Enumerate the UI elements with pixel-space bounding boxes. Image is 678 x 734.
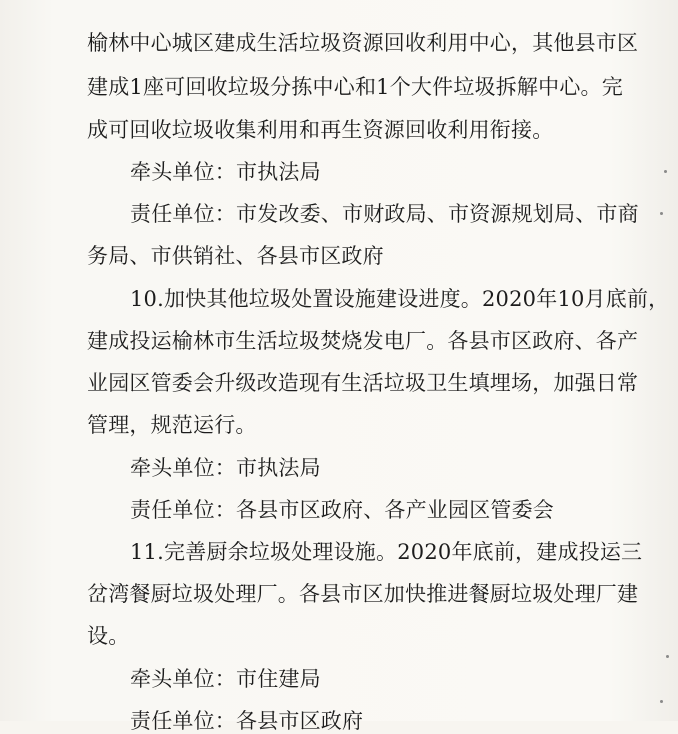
text-line-1: 榆林中心城区建成生活垃圾资源回收利用中心，其他县市区: [87, 31, 639, 55]
text-line-14: 岔湾餐厨垃圾处理厂。各县市区加快推进餐厨垃圾处理厂建: [87, 582, 639, 606]
text-line-9: 业园区管委会升级改造现有生活垃圾卫生填埋场，加强日常: [87, 371, 639, 395]
responsible-unit-line-3: 责任单位：各县市区政府: [130, 709, 364, 733]
section-11-heading: 11.完善厨余垃圾处理设施。2020年底前，建成投运三: [130, 540, 643, 564]
lead-unit-line-3: 牵头单位：市住建局: [130, 667, 321, 691]
text-line-3: 成可回收垃圾收集利用和再生资源回收利用衔接。: [87, 118, 554, 142]
text-line-8: 建成投运榆林市生活垃圾焚烧发电厂。各县市区政府、各产: [87, 329, 639, 353]
scan-speck: [660, 212, 663, 215]
text-line-10: 管理，规范运行。: [87, 413, 257, 437]
responsible-unit-line-1: 责任单位：市发改委、市财政局、市资源规划局、市商: [130, 202, 639, 226]
text-line-6: 务局、市供销社、各县市区政府: [87, 244, 384, 268]
scan-speck: [666, 655, 669, 658]
scan-speck: [664, 170, 667, 173]
text-line-15: 设。: [87, 624, 130, 648]
lead-unit-line-2: 牵头单位：市执法局: [130, 456, 321, 480]
section-10-heading: 10.加快其他垃圾处置设施建设进度。2020年10月底前，: [130, 287, 670, 311]
lead-unit-line-1: 牵头单位：市执法局: [130, 160, 321, 184]
scan-speck: [660, 700, 663, 703]
text-line-2: 建成1座可回收垃圾分拣中心和1个大件垃圾拆解中心。完: [87, 75, 623, 99]
responsible-unit-line-2: 责任单位：各县市区政府、各产业园区管委会: [130, 498, 554, 522]
